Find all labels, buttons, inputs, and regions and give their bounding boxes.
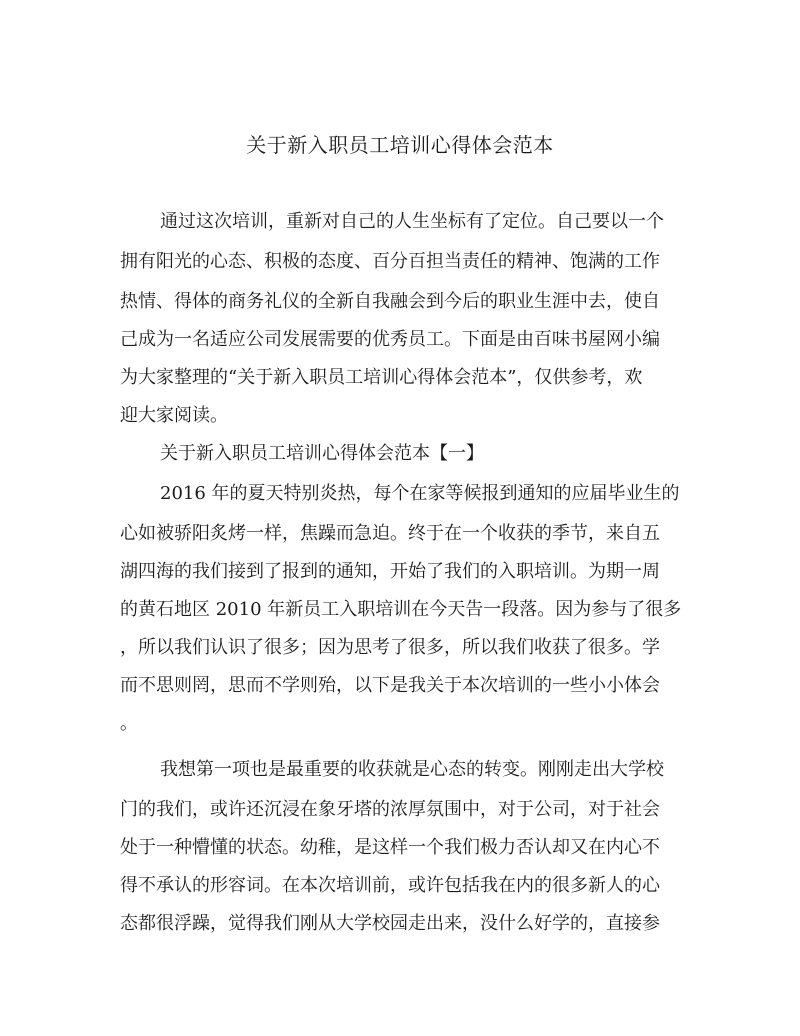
paragraph-line: ，所以我们认识了很多；因为思考了很多，所以我们收获了很多。学 <box>120 637 660 658</box>
paragraph-line: 的黄石地区 2010 年新员工入职培训在今天告一段落。因为参与了很多 <box>120 599 682 620</box>
paragraph-line: 态都很浮躁，觉得我们刚从大学校园走出来，没什么好学的，直接参 <box>120 913 660 934</box>
paragraph-line: 得不承认的形容词。在本次培训前，或许包括我在内的很多新人的心 <box>120 875 660 896</box>
paragraph-line: 湖四海的我们接到了报到的通知，开始了我们的入职培训。为期一周 <box>120 561 660 582</box>
document-title: 关于新入职员工培训心得体会范本 <box>246 133 554 157</box>
paragraph-line: 心如被骄阳炙烤一样，焦躁而急迫。终于在一个收获的季节，来自五 <box>120 523 660 544</box>
paragraph-line: 处于一种懵懂的状态。幼稚，是这样一个我们极力否认却又在内心不 <box>120 837 660 858</box>
paragraph-line: 2016 年的夏天特别炎热，每个在家等候报到通知的应届毕业生的 <box>160 483 680 504</box>
intro-line: 己成为一名适应公司发展需要的优秀员工。下面是由百味书屋网小编 <box>120 329 660 350</box>
intro-line: 为大家整理的“关于新入职员工培训心得体会范本”，仅供参考，欢 <box>120 367 643 388</box>
intro-line: 拥有阳光的心态、积极的态度、百分百担当责任的精神、饱满的工作 <box>120 251 660 272</box>
paragraph-line: 我想第一项也是最重要的收获就是心态的转变。刚刚走出大学校 <box>160 759 664 780</box>
paragraph-line: 。 <box>120 713 138 734</box>
paragraph-line: 而不思则罔，思而不学则殆，以下是我关于本次培训的一些小小体会 <box>120 675 660 696</box>
section-heading: 关于新入职员工培训心得体会范本【一】 <box>160 443 484 464</box>
intro-line: 通过这次培训，重新对自己的人生坐标有了定位。自己要以一个 <box>160 211 664 232</box>
paragraph-line: 门的我们，或许还沉浸在象牙塔的浓厚氛围中，对于公司，对于社会 <box>120 799 660 820</box>
intro-line: 热情、得体的商务礼仪的全新自我融会到今后的职业生涯中去，使自 <box>120 291 660 312</box>
intro-line: 迎大家阅读。 <box>120 405 228 426</box>
